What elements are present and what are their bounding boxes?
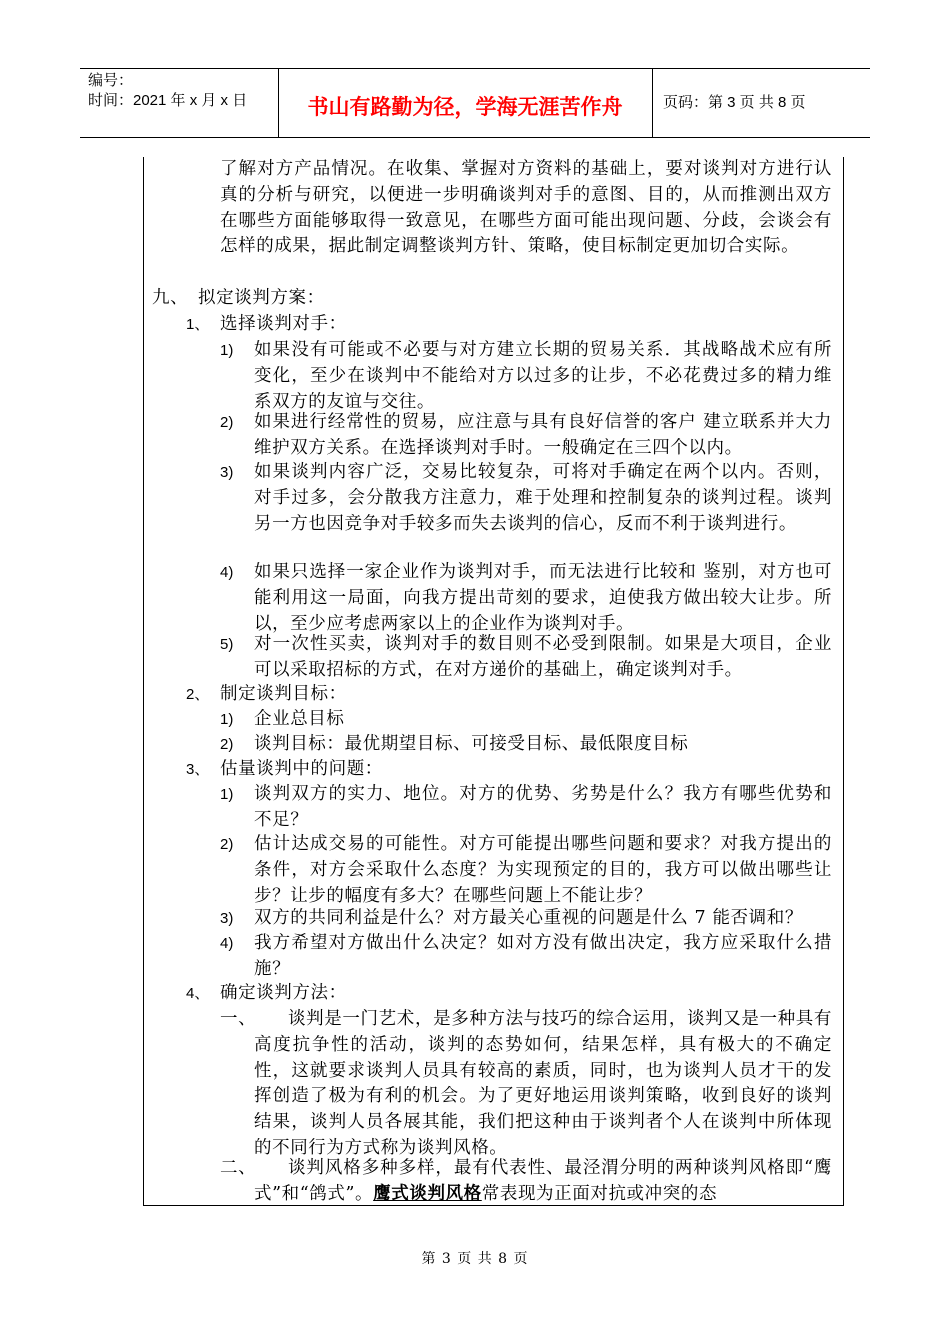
s1-title: 选择谈判对手：	[220, 314, 347, 334]
header-motto-cell	[278, 69, 653, 137]
s4-paragraph-1: 谈判是一门艺术，是多种方法与技巧的综合运用，谈判又是一种具有高度抗争性的活动，谈判的态势如何，结果怎样，具有极大的不确定性，这就要求谈判人员具有较高的素质，同时，也为谈判人员才干的发挥创造了极为有利的机会。为了更好地运用谈判策略，收到良好的谈判结果，谈判人员各展其能，我们把这种由于谈判者个人在谈判中所体现的不同行为方式称为谈判风格。	[254, 1009, 832, 1158]
s3-item-4-number: 4)	[220, 935, 234, 952]
s2-item-2-number: 2)	[220, 736, 234, 753]
s1-item-5-text: 对一次性买卖，谈判对手的数目则不必受到限制。如果是大项目，企业可以采取招标的方式，在对方递价的基础上，确定谈判对手。	[254, 634, 832, 680]
section-9-title: 拟定谈判方案：	[198, 288, 325, 308]
s4-p2-text-b: 常表现为正面对抗或冲突的态	[481, 1183, 718, 1204]
s4-p1-number: 一、	[220, 1009, 257, 1029]
s3-item-3-text: 双方的共同利益是什么？对方最关心重视的问题是什么 7 能否调和？	[254, 908, 803, 928]
intro-paragraph: 了解对方产品情况。在收集、掌握对方资料的基础上，要对谈判对方进行认真的分析与研究，以便进一步明确谈判对手的意图、目的，从而推测出双方在哪些方面能够取得一致意见，在哪些方面可能出现问题、分歧，会谈会有怎样的成果，据此制定调整谈判方针、策略，使目标制定更加切合实际。	[220, 159, 832, 257]
s1-item-2-number: 2)	[220, 414, 234, 431]
s1-item-4-number: 4)	[220, 564, 234, 581]
s3-item-2-text: 估计达成交易的可能性。对方可能提出哪些问题和要求？对我方提出的条件，对方会采取什么态度？为实现预定的目的，我方可以做出哪些让步？让步的幅度有多大？在哪些问题上不能让步？	[254, 834, 832, 906]
s3-title: 估量谈判中的问题：	[220, 759, 383, 779]
s2-item-2-text: 谈判目标：最优期望目标、可接受目标、最低限度目标	[254, 734, 689, 754]
page-footer: 第 3 页 共 8 页	[421, 1251, 529, 1267]
s1-item-3-number: 3)	[220, 464, 234, 481]
s2-number: 2、	[186, 686, 210, 703]
motto: 书山有路勤为径，学海无涯苦作舟	[307, 95, 623, 119]
serial-label: 编号：	[88, 72, 134, 89]
s1-item-2-text: 如果进行经常性的贸易，应注意与具有良好信誉的客户 建立联系并大力维护双方关系。在选择谈判对手时。一般确定在三四个以内。	[254, 412, 832, 458]
section-9-number: 九、	[152, 288, 189, 308]
s4-title: 确定谈判方法：	[220, 983, 347, 1003]
s4-p2-text-a: 谈判风格多种多样，最有代表性、最泾渭分明的两种谈判风格即“鹰式”和“鸽式”。	[254, 1158, 832, 1204]
hawk-style-term: 鹰式谈判风格	[373, 1183, 482, 1204]
s2-item-1-number: 1)	[220, 711, 234, 728]
header-meta-cell	[80, 69, 279, 137]
s4-p2-number: 二、	[220, 1158, 257, 1178]
s2-item-1-text: 企业总目标	[254, 709, 345, 729]
s1-item-1-text: 如果没有可能或不必要与对方建立长期的贸易关系．其战略战术应有所变化，至少在谈判中不能给对方以过多的让步，不必花费过多的精力维系双方的友谊与交往。	[254, 340, 832, 412]
s4-paragraph-2	[254, 1156, 832, 1208]
s1-number: 1、	[186, 316, 210, 333]
time-label: 时间：2021 年 x 月 x 日	[88, 92, 248, 109]
header-page-cell	[653, 69, 870, 137]
s3-item-2-number: 2)	[220, 836, 234, 853]
s3-item-1-text: 谈判双方的实力、地位。对方的优势、劣势是什么？我方有哪些优势和不足？	[254, 784, 832, 830]
s1-item-1-number: 1)	[220, 342, 234, 359]
s3-item-4-text: 我方希望对方做出什么决定？如对方没有做出决定，我方应采取什么措施？	[254, 933, 832, 979]
s1-item-3-text: 如果谈判内容广泛，交易比较复杂，可将对手确定在两个以内。否则，对手过多，会分散我方注意力，难于处理和控制复杂的谈判过程。谈判另一方也因竞争对手较多而失去谈判的信心，反而不利于谈判进行。	[254, 462, 832, 534]
page-number: 页码：第 3 页 共 8 页	[663, 94, 806, 111]
s4-number: 4、	[186, 985, 210, 1002]
s3-number: 3、	[186, 761, 210, 778]
s3-item-1-number: 1)	[220, 786, 234, 803]
s1-item-5-number: 5)	[220, 636, 234, 653]
s3-item-3-number: 3)	[220, 910, 234, 927]
s1-item-4-text: 如果只选择一家企业作为谈判对手，而无法进行比较和 鉴别，对方也可能利用这一局面，向我方提出苛刻的要求，迫使我方做出较大让步。所以，至少应考虑两家以上的企业作为谈判对手。	[254, 562, 832, 634]
page-header	[80, 68, 870, 138]
s2-title: 制定谈判目标：	[220, 684, 347, 704]
